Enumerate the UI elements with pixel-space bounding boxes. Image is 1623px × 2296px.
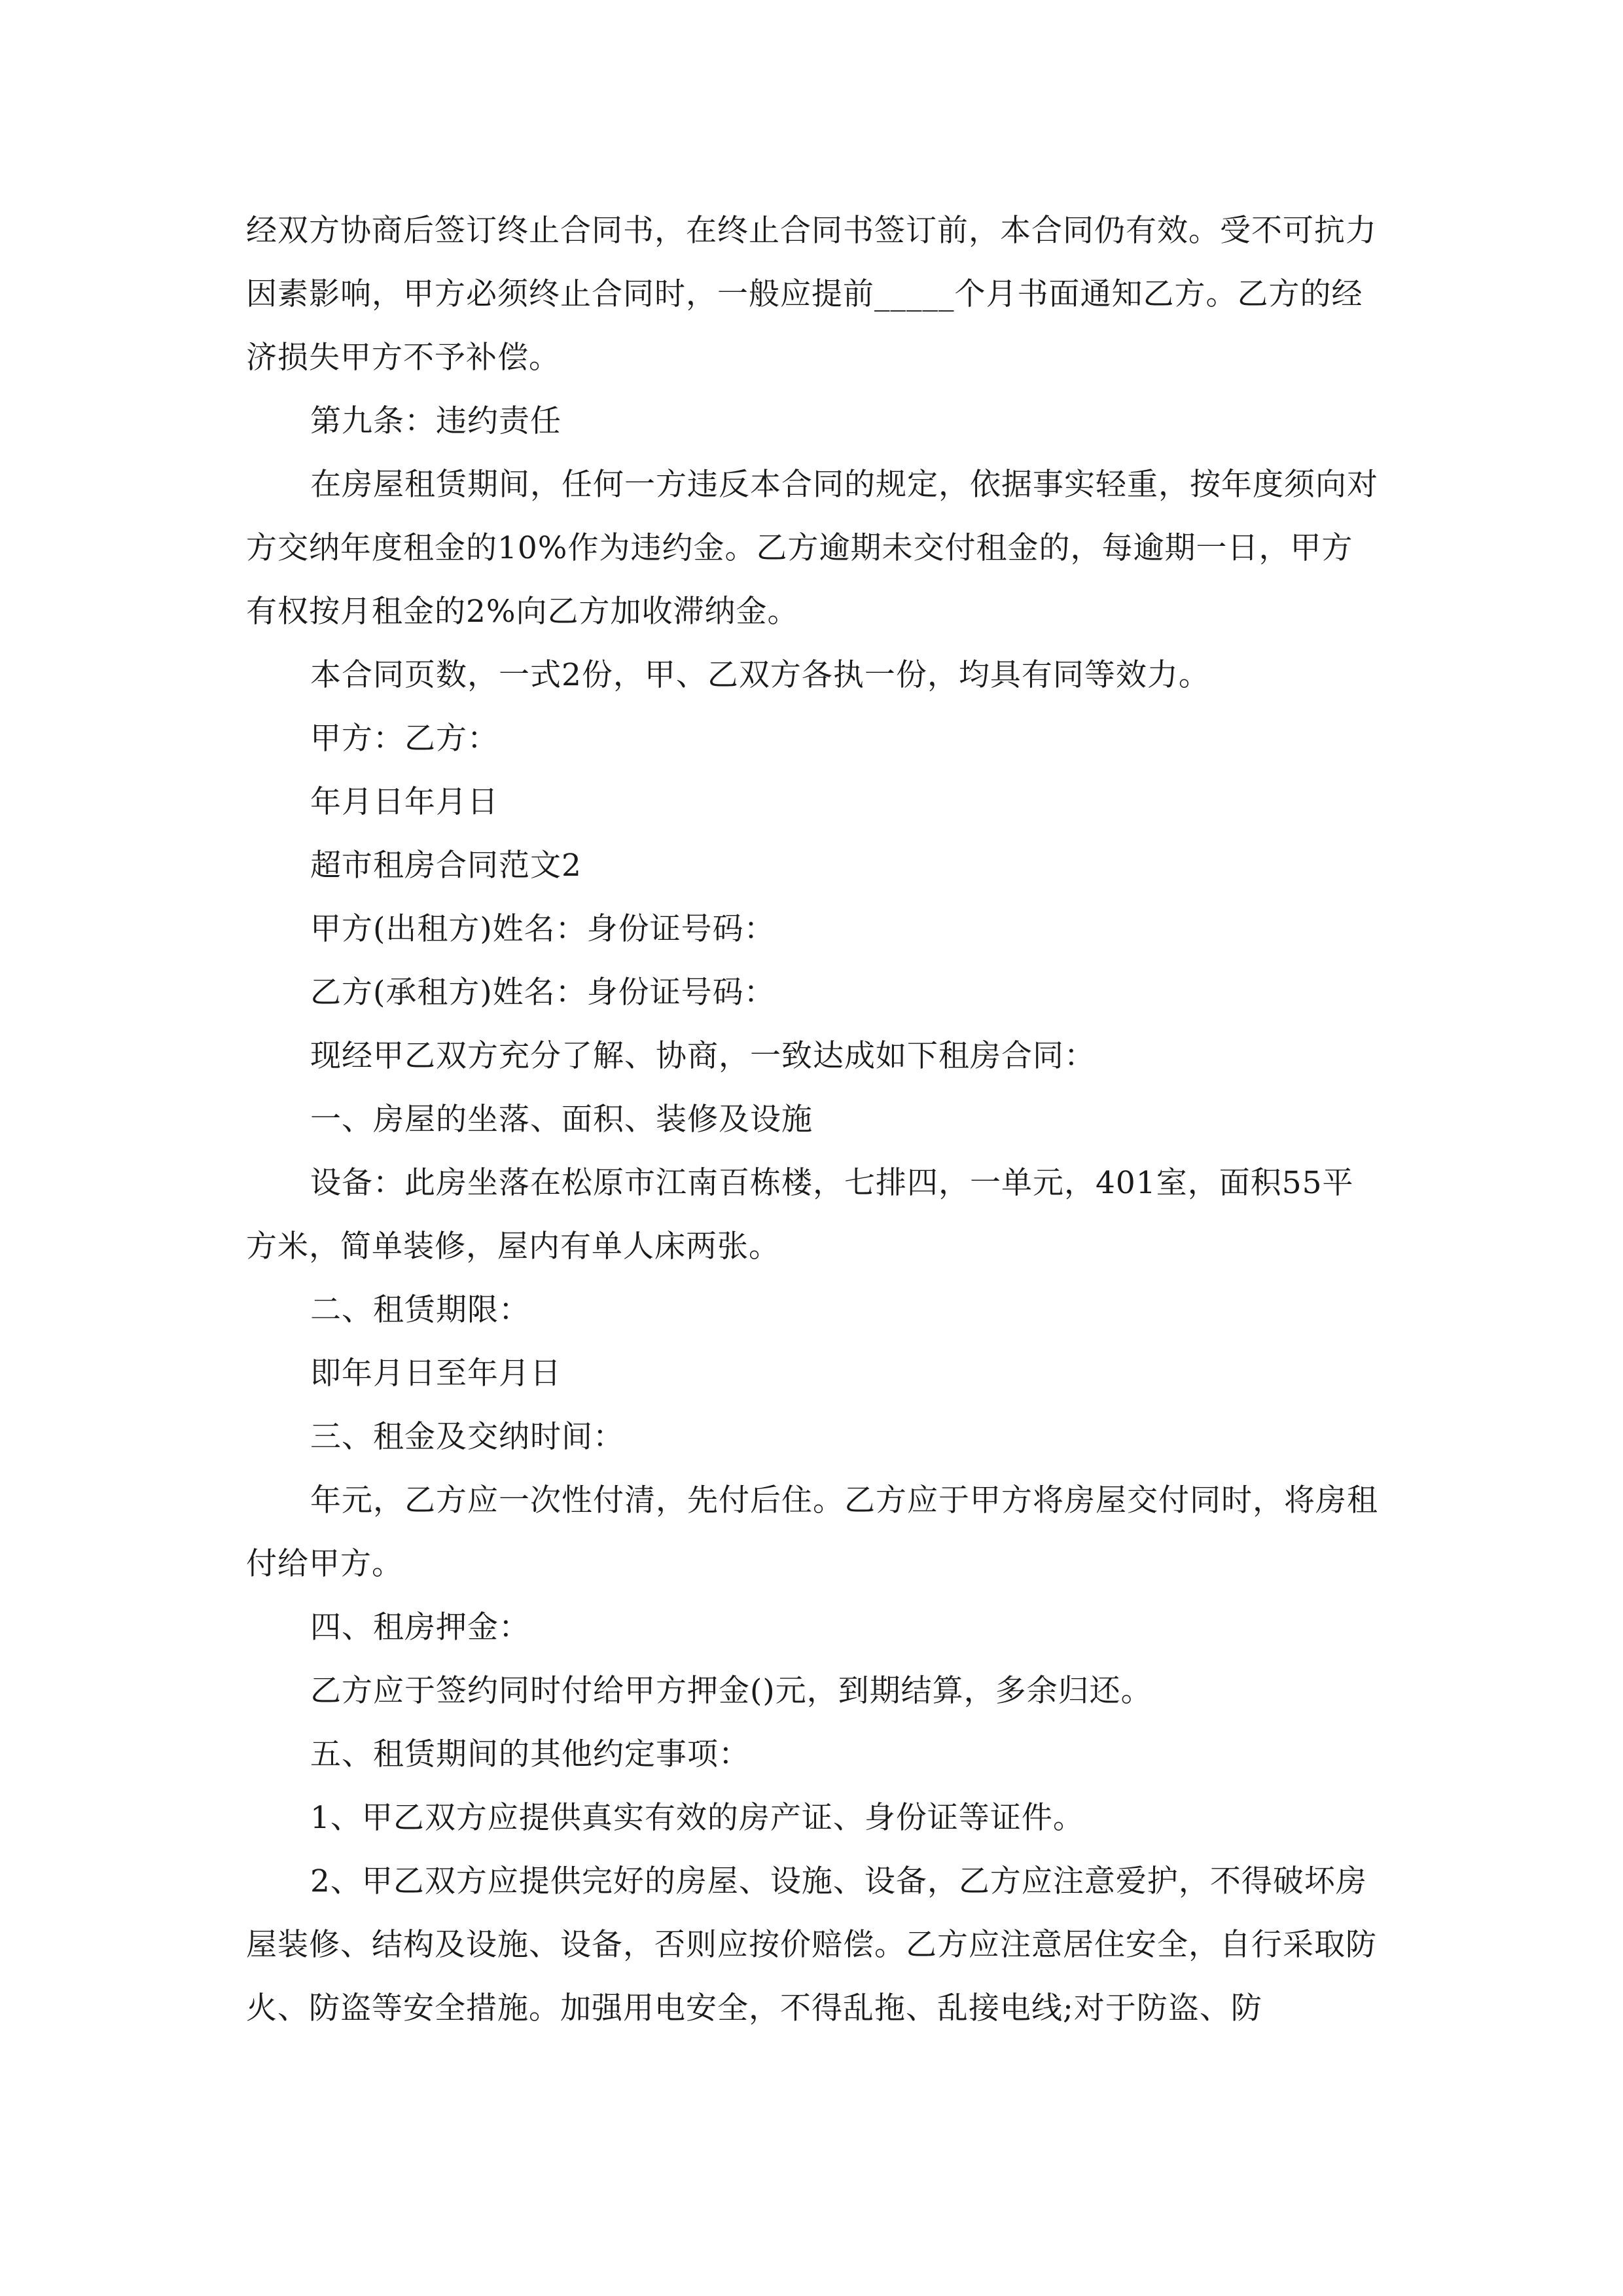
- party-a-info: 甲方(出租方)姓名：身份证号码：: [310, 911, 776, 947]
- paragraph-termination-notice: 经双方协商后签订终止合同书，在终止合同书签订前，本合同仍有效。受不可抗力因素影响，甲方必须终止合同时，一般应提前_____个月书面通知乙方。乙方的经济损失甲方不予补偿。: [246, 213, 1377, 376]
- paragraph-rent-payment: 年元，乙方应一次性付清，先付后住。乙方应于甲方将房屋交付同时，将房租付给甲方。: [246, 1482, 1378, 1582]
- section-1-heading: 一、房屋的坐落、面积、装修及设施: [310, 1102, 813, 1138]
- signature-dates: 年月日年月日: [310, 784, 499, 820]
- clause-1-documents: 1、甲乙双方应提供真实有效的房产证、身份证等证件。: [310, 1800, 1084, 1836]
- party-b-info: 乙方(承租方)姓名：身份证号码：: [310, 975, 776, 1011]
- contract-2-title: 超市租房合同范文2: [310, 848, 582, 884]
- paragraph-deposit: 乙方应于签约同时付给甲方押金()元，到期结算，多余归还。: [310, 1673, 1152, 1709]
- article-9-heading: 第九条：违约责任: [310, 403, 562, 439]
- section-2-heading: 二、租赁期限：: [310, 1292, 530, 1328]
- clause-2-maintenance: 2、甲乙双方应提供完好的房屋、设施、设备，乙方应注意爱护，不得破坏房屋装修、结构及设施、设备，否则应按价赔偿。乙方应注意居住安全，自行采取防火、防盗等安全措施。加强用电安全，不得乱拖、乱接电线;对于防盗、防: [246, 1863, 1377, 2026]
- paragraph-copies: 本合同页数，一式2份，甲、乙双方各执一份，均具有同等效力。: [310, 657, 1210, 693]
- document-body: [246, 199, 1378, 2040]
- section-3-heading: 三、租金及交纳时间：: [310, 1419, 624, 1455]
- lease-period: 即年月日至年月日: [310, 1355, 562, 1391]
- signature-parties: 甲方：乙方：: [310, 721, 499, 757]
- paragraph-breach-liability: 在房屋租赁期间，任何一方违反本合同的规定，依据事实轻重，按年度须向对方交纳年度租金的10%作为违约金。乙方逾期未交付租金的，每逾期一日，甲方有权按月租金的2%向乙方加收滞纳金。: [246, 467, 1378, 630]
- paragraph-property-details: 设备：此房坐落在松原市江南百栋楼，七排四，一单元，401室，面积55平方米，简单装修，屋内有单人床两张。: [246, 1165, 1354, 1265]
- section-5-heading: 五、租赁期间的其他约定事项：: [310, 1736, 750, 1772]
- agreement-intro: 现经甲乙双方充分了解、协商，一致达成如下租房合同：: [310, 1038, 1096, 1074]
- section-4-heading: 四、租房押金：: [310, 1609, 530, 1645]
